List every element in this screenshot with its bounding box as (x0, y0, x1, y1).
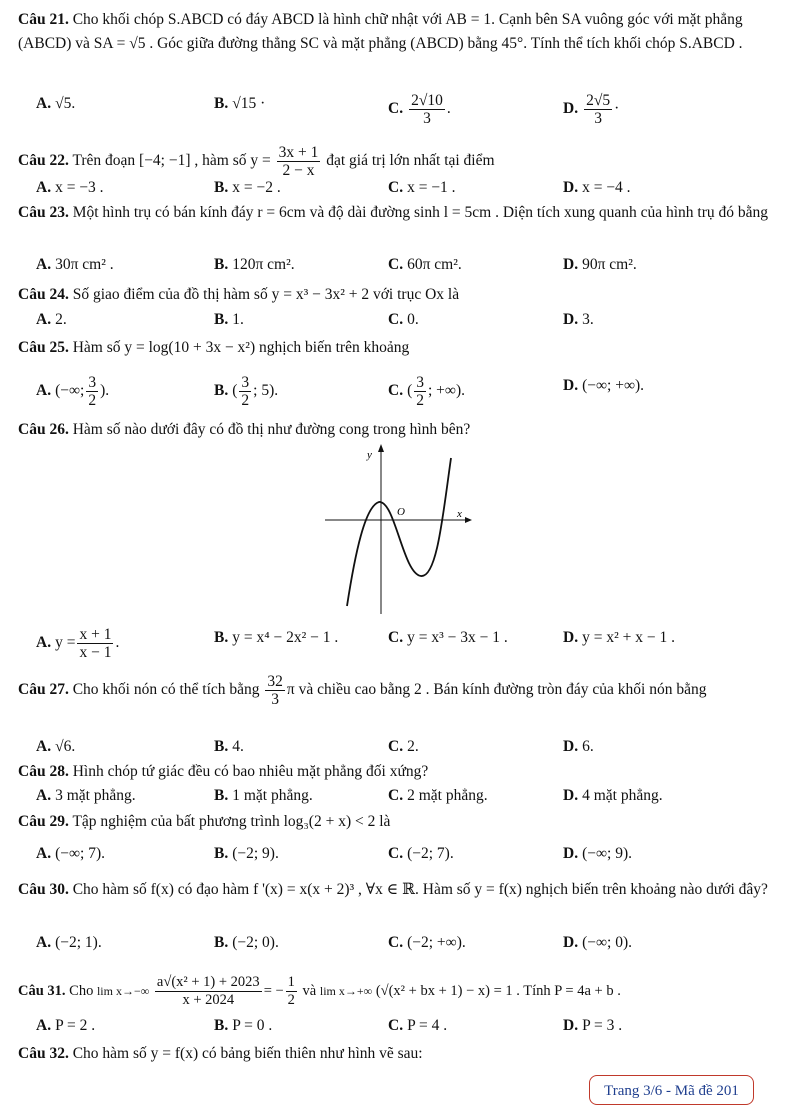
option-b[interactable]: B. 120π cm². (214, 256, 295, 273)
question-number: Câu 28. (18, 763, 69, 780)
option-d[interactable]: D. (−∞; +∞). (563, 377, 645, 394)
question-number: Câu 31. (18, 983, 66, 999)
options-24 (0, 308, 800, 332)
options-29 (0, 842, 800, 866)
question-32 (18, 1042, 788, 1066)
function-curve (347, 458, 451, 606)
option-c[interactable]: C. (−2; 7). (388, 845, 454, 862)
fraction: $\frac{32}{3}$ (267, 672, 283, 708)
question-22: Câu 22. Trên đoạn [−4; −1] , hàm số y = $\frac{3x + 1}{2 - x}$ đạt giá trị lớn nhất tại điểm (18, 144, 495, 179)
option-a[interactable]: A. 3 mặt phẳng. (36, 787, 136, 804)
option-b[interactable]: B. 1 mặt phẳng. (214, 787, 313, 804)
x-axis-label: x (457, 508, 462, 520)
question-number: Câu 23. (18, 204, 69, 221)
option-d[interactable]: D. P = 3 . (563, 1017, 623, 1034)
options-22 (0, 176, 800, 200)
option-a[interactable]: A. √5. (36, 95, 76, 112)
option-c[interactable]: C. 0. (388, 311, 419, 328)
option-d[interactable]: D. x = −4 . (563, 179, 631, 196)
option-a[interactable]: A. (−∞; $\frac{3}{2}$ ). (36, 374, 110, 409)
y-axis-arrow (378, 444, 384, 452)
option-d[interactable]: D. 4 mặt phẳng. (563, 787, 663, 804)
question-number: Câu 27. (18, 681, 69, 698)
fraction: $\frac{\text{a√(x² + 1) + 2023}}{x + 2024}$ (156, 974, 260, 1009)
options-26 (0, 626, 800, 661)
question-text: Trên đoạn [−4; −1] , hàm số y = (72, 152, 271, 170)
question-29 (18, 810, 788, 834)
option-a[interactable]: A. y = $\frac{x + 1}{x - 1}$ . (36, 626, 120, 661)
option-d[interactable]: D. y = x² + x − 1 . (563, 629, 675, 646)
question-text: Cho hàm số y = f(x) có bảng biến thiên như hình vẽ sau: (72, 1045, 423, 1062)
option-a[interactable]: A. 30π cm² . (36, 256, 114, 273)
option-d[interactable]: D. (−∞; 9). (563, 845, 632, 862)
question-28 (18, 760, 788, 784)
option-d[interactable]: D. 90π cm². (563, 256, 637, 273)
limit-2: lim x→+∞ (319, 984, 373, 998)
question-21 (18, 8, 788, 56)
option-d[interactable]: D. (−∞; 0). (563, 934, 632, 951)
option-c[interactable]: C. P = 4 . (388, 1017, 448, 1034)
option-a[interactable]: A. √6. (36, 738, 76, 755)
question-27: Câu 27. Cho khối nón có thể tích bằng $\frac{32}{3}$ π và chiều cao bằng 2 . Bán kính đường tròn đáy của khối nón bằng (18, 672, 707, 708)
option-a[interactable]: A. 2. (36, 311, 67, 328)
option-c[interactable]: C. y = x³ − 3x − 1 . (388, 629, 508, 646)
option-c[interactable]: C. 60π cm². (388, 256, 462, 273)
question-number: Câu 30. (18, 881, 69, 898)
question-text: Hàm số nào dưới đây có đồ thị như đường cong trong hình bên? (72, 421, 471, 438)
option-c[interactable]: C. $\frac{2√10}{3}$ . (388, 92, 451, 127)
option-b[interactable]: B. 4. (214, 738, 244, 755)
options-27 (0, 735, 800, 759)
y-axis-label: y (367, 449, 372, 461)
option-a[interactable]: A. P = 2 . (36, 1017, 96, 1034)
question-text: Tập nghiệm của bất phương trình log₃(2 + x) < 2 là (72, 813, 391, 830)
question-number: Câu 32. (18, 1045, 69, 1062)
fraction: $\frac{3x + 1}{2 - x}$ (278, 144, 319, 179)
option-b[interactable]: B. y = x⁴ − 2x² − 1 . (214, 629, 339, 646)
question-number: Câu 21. (18, 11, 69, 28)
option-b[interactable]: B. (−2; 0). (214, 934, 279, 951)
option-c[interactable]: C. x = −1 . (388, 179, 456, 196)
question-number: Câu 22. (18, 152, 69, 170)
option-b[interactable]: B. x = −2 . (214, 179, 281, 196)
origin-label: O (397, 506, 405, 518)
question-text: Cho hàm số f(x) có đạo hàm f '(x) = x(x + 2)³ , ∀x ∈ ℝ. Hàm số y = f(x) nghịch biến trên khoảng nào dưới đây? (72, 881, 768, 898)
option-b[interactable]: B. (−2; 9). (214, 845, 279, 862)
option-a[interactable]: A. (−2; 1). (36, 934, 102, 951)
question-number: Câu 29. (18, 813, 69, 830)
question-text: Một hình trụ có bán kính đáy r = 6cm và độ dài đường sinh l = 5cm . Diện tích xung quanh của hình trụ đó bằng (72, 204, 769, 221)
question-text: Cho khối chóp S.ABCD có đáy ABCD là hình chữ nhật với AB = 1. Cạnh bên SA vuông góc với mặt phẳng (ABCD) và SA = √5 . Góc giữa đường thẳng SC và mặt phẳng (ABCD) bằng 45°. Tính thể tích khối chóp S.ABCD . (18, 11, 743, 52)
question-text: Hàm số y = log(10 + 3x − x²) nghịch biến trên khoảng (72, 339, 410, 356)
x-axis-arrow (465, 517, 472, 523)
question-text: Số giao điểm của đồ thị hàm số y = x³ − 3x² + 2 với trục Ox là (72, 286, 460, 303)
limit-1: lim x→−∞ (96, 984, 150, 998)
options-23 (0, 253, 800, 277)
fraction-half: $\frac{1}{2}$ (287, 974, 295, 1009)
option-a[interactable]: A. x = −3 . (36, 179, 104, 196)
option-d[interactable]: D. 6. (563, 738, 594, 755)
cubic-graph (325, 444, 472, 614)
option-b[interactable]: B. √15 · (214, 95, 266, 112)
question-number: Câu 25. (18, 339, 69, 356)
option-b[interactable]: B. 1. (214, 311, 244, 328)
option-b[interactable]: B. P = 0 . (214, 1017, 273, 1034)
options-31 (0, 1014, 800, 1038)
options-28 (0, 784, 800, 808)
question-30 (18, 876, 788, 904)
question-number: Câu 24. (18, 286, 69, 303)
options-30 (0, 931, 800, 955)
option-d[interactable]: D. 3. (563, 311, 594, 328)
option-c[interactable]: C. 2 mặt phẳng. (388, 787, 488, 804)
question-26 (18, 418, 788, 442)
option-b[interactable]: B. ( $\frac{3}{2}$ ; 5). (214, 374, 279, 409)
option-c[interactable]: C. (−2; +∞). (388, 934, 466, 951)
question-text: Hình chóp tứ giác đều có bao nhiêu mặt phẳng đối xứng? (72, 763, 429, 780)
options-25 (0, 374, 800, 409)
option-d[interactable]: D. $\frac{2√5}{3}$ · (563, 92, 620, 127)
question-23 (18, 201, 788, 225)
option-c[interactable]: C. ( $\frac{3}{2}$ ; +∞). (388, 374, 466, 409)
question-31: Câu 31. Cho lim x→−∞ $\frac{\text{a√(x² + 1) + 2023}}{x + 2024}$ = − $\frac{1}{2}$ và lim x→+∞ (√(x² + bx + 1) − x) = 1 . Tính P = 4a + b . (18, 974, 621, 1009)
question-25 (18, 336, 788, 360)
page-footer-badge: Trang 3/6 - Mã đề 201 (589, 1075, 754, 1105)
option-a[interactable]: A. (−∞; 7). (36, 845, 105, 862)
options-21 (0, 92, 800, 127)
option-c[interactable]: C. 2. (388, 738, 419, 755)
question-24 (18, 283, 788, 307)
question-number: Câu 26. (18, 421, 69, 438)
